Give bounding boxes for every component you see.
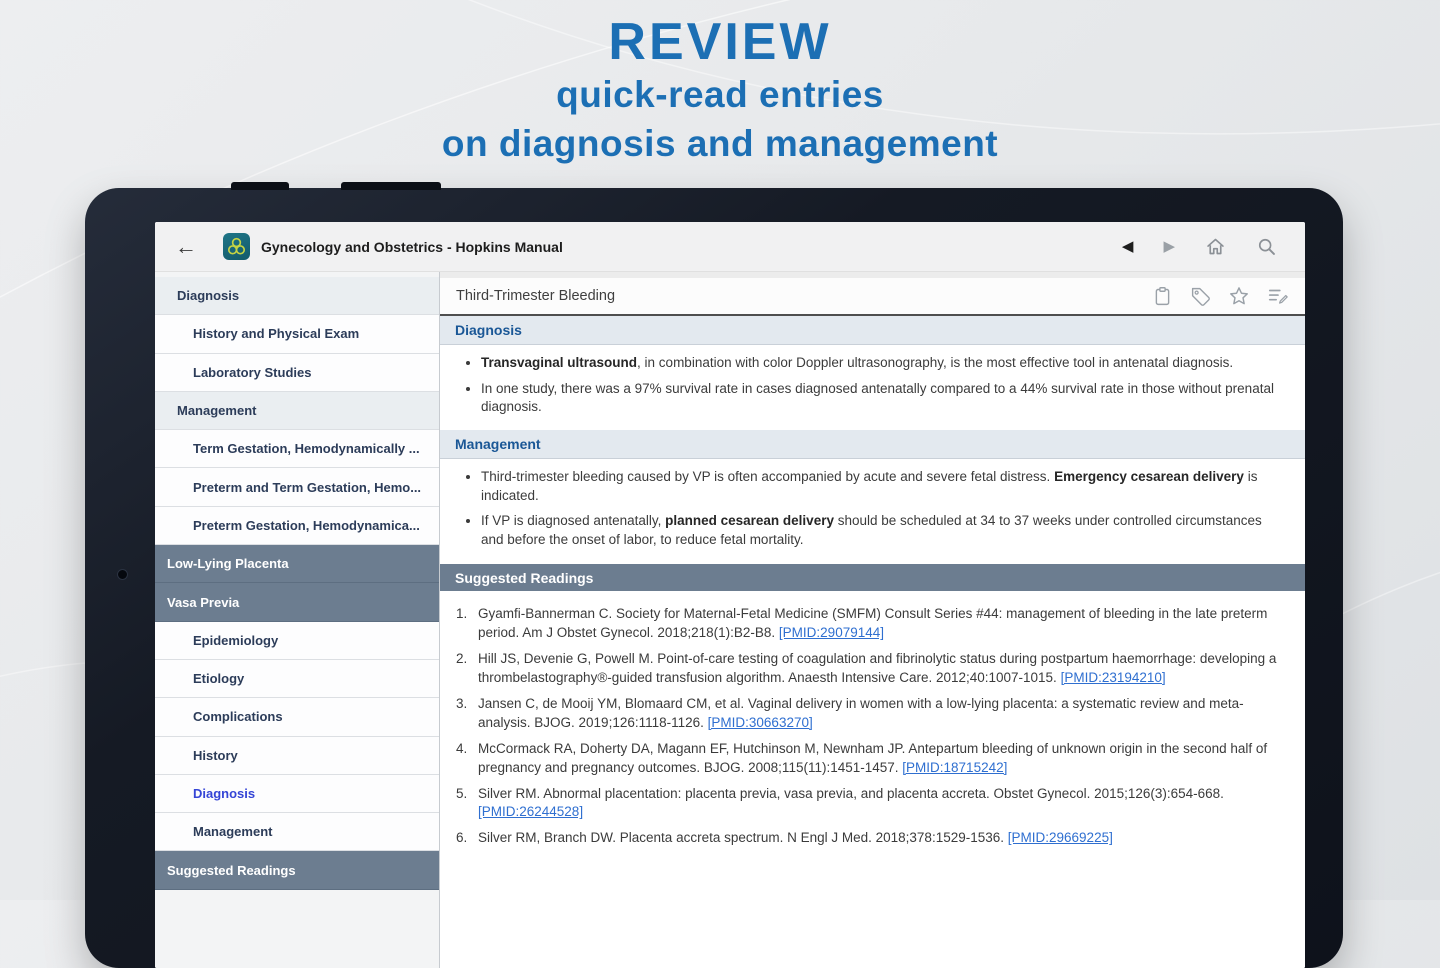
home-icon[interactable] [1205,236,1226,257]
bullet-item: • In one study, there was a 97% survival rate in cases diagnosed antenatally compared to a 44% survival rate in those without prenatal diagnosis. [481,380,1285,417]
document-titlebar [440,278,1305,316]
sidebar-item[interactable]: Etiology [155,660,439,698]
section-heading: Diagnosis [440,316,1305,345]
pmid-link[interactable]: [PMID:26244528] [478,804,584,820]
reference-text: Gyamfi-Bannerman C. Society for Maternal-Fetal Medicine (SMFM) Consult Series #44: management of bleeding in the late preterm period. Am J Obstet Gynecol. 2018;218(1):B2-B8. [PMID:29079144] [478,606,1268,641]
reference-text: Jansen C, de Mooij YM, Blomaard CM, et al. Vaginal delivery in women with a low-lying placenta: a systematic review and meta-analysis. BJOG. 2019;126:1118-1126. [PMID:30663270] [478,695,1244,730]
reference-number: 2. [456,651,468,667]
reference-text: McCormack RA, Doherty DA, Magann EF, Hutchinson M, Newnham JP. Antepartum bleeding of unknown origin in the second half of pregnancy and pregnancy outcomes. BJOG. 2008;115(11):1451-1457. [PMID:18715242] [478,740,1268,775]
reference-text: Silver RM. Abnormal placentation: placenta previa, vasa previa, and placenta accreta. Obstet Gynecol. 2015;126(3):654-668. [PMID:26244528] [478,785,1224,820]
suggested-readings-list [440,591,1305,968]
sidebar-item[interactable]: Laboratory Studies [155,354,439,392]
star-icon[interactable] [1228,285,1250,307]
reference-number: 5. [456,785,468,801]
sidebar-item[interactable]: Diagnosis [155,775,439,813]
reference-number: 4. [456,740,468,756]
tag-icon[interactable] [1190,286,1211,307]
document-actions [1152,285,1289,307]
sidebar-item[interactable]: History and Physical Exam [155,315,439,353]
app-title: Gynecology and Obstetrics - Hopkins Manual [261,238,563,255]
sidebar-item[interactable]: Management [155,813,439,851]
section-heading: Management [440,430,1305,459]
sidebar-section-header[interactable]: Vasa Previa [155,583,439,621]
pmid-link[interactable]: [PMID:29079144] [778,625,884,641]
app-logo-icon [223,233,250,260]
history-forward-icon[interactable]: ▶ [1163,238,1175,255]
sidebar-item[interactable]: Management [155,392,439,430]
sidebar-item[interactable]: Preterm and Term Gestation, Hemo... [155,468,439,506]
sidebar-item[interactable]: Term Gestation, Hemodynamically ... [155,430,439,468]
bullet-item: • If VP is diagnosed antenatally, planned cesarean delivery should be scheduled at 34 to 37 weeks under controlled circumstances and before the onset of labor, to reduce fetal mortality. [481,512,1285,549]
reference-item [456,740,1283,778]
bullet-item: • Transvaginal ultrasound, in combination with color Doppler ultrasonography, is the most effective tool in antenatal diagnosis. [481,354,1285,373]
sidebar-item[interactable]: Diagnosis [155,277,439,315]
history-back-icon[interactable]: ◀ [1121,238,1134,255]
notes-edit-icon[interactable] [1267,285,1289,307]
hero-title: REVIEW [608,13,832,71]
reference-text: Hill JS, Devenie G, Powell M. Point-of-care testing of coagulation and fibrinolytic status during postpartum haemorrhage: developing a thrombelastography®-guided transfusion algorithm. Anaesth Intensive Care. 2012;40:1007-1015. [PMID:23194210] [478,651,1277,686]
app-toolbar [155,222,1305,272]
bullet-item: • Third-trimester bleeding caused by VP is often accompanied by acute and severe fetal distress. Emergency cesarean delivery is indicated. [481,468,1285,505]
pmid-link[interactable]: [PMID:23194210] [1060,670,1166,686]
search-icon[interactable] [1256,236,1277,257]
sidebar-item[interactable]: Epidemiology [155,622,439,660]
pmid-link[interactable]: [PMID:30663270] [707,714,813,730]
content-column [440,272,1305,968]
sidebar-item[interactable]: Preterm Gestation, Hemodynamica... [155,507,439,545]
pmid-link[interactable]: [PMID:18715242] [902,759,1008,775]
tablet-power-button [341,182,441,190]
suggested-readings-heading: Suggested Readings [440,564,1305,591]
hero-subtitle-line1: quick-read entries [556,74,884,116]
document-title: Third-Trimester Bleeding [456,288,616,304]
reference-item [456,695,1283,733]
sidebar-item[interactable]: History [155,737,439,775]
reference-number: 6. [456,830,468,846]
back-arrow-icon[interactable]: ← [175,233,197,259]
clipboard-icon[interactable] [1152,286,1173,307]
hero [0,14,1440,169]
app-body [155,272,1305,968]
sidebar-item[interactable]: Complications [155,698,439,736]
reference-number: 1. [456,606,468,622]
tablet-volume-button [231,182,289,190]
reference-number: 3. [456,695,468,711]
tablet-camera [117,569,128,580]
reference-text: Silver RM, Branch DW. Placenta accreta spectrum. N Engl J Med. 2018;378:1529-1536. [PMID:29669225] [478,830,1113,846]
reference-item [456,650,1283,688]
section-body [440,345,1305,430]
sidebar-section-header[interactable]: Low-Lying Placenta [155,545,439,583]
reference-item [456,785,1283,823]
section-body [440,459,1305,563]
reference-item [456,605,1283,643]
sidebar-section-header[interactable]: Suggested Readings [155,851,439,889]
app-screen [155,222,1305,968]
hero-subtitle-line2: on diagnosis and management [441,123,999,165]
pmid-link[interactable]: [PMID:29669225] [1007,830,1113,846]
reference-item [456,829,1283,848]
content-sections [440,316,1305,562]
tablet-frame [85,188,1343,968]
sidebar [155,272,440,968]
